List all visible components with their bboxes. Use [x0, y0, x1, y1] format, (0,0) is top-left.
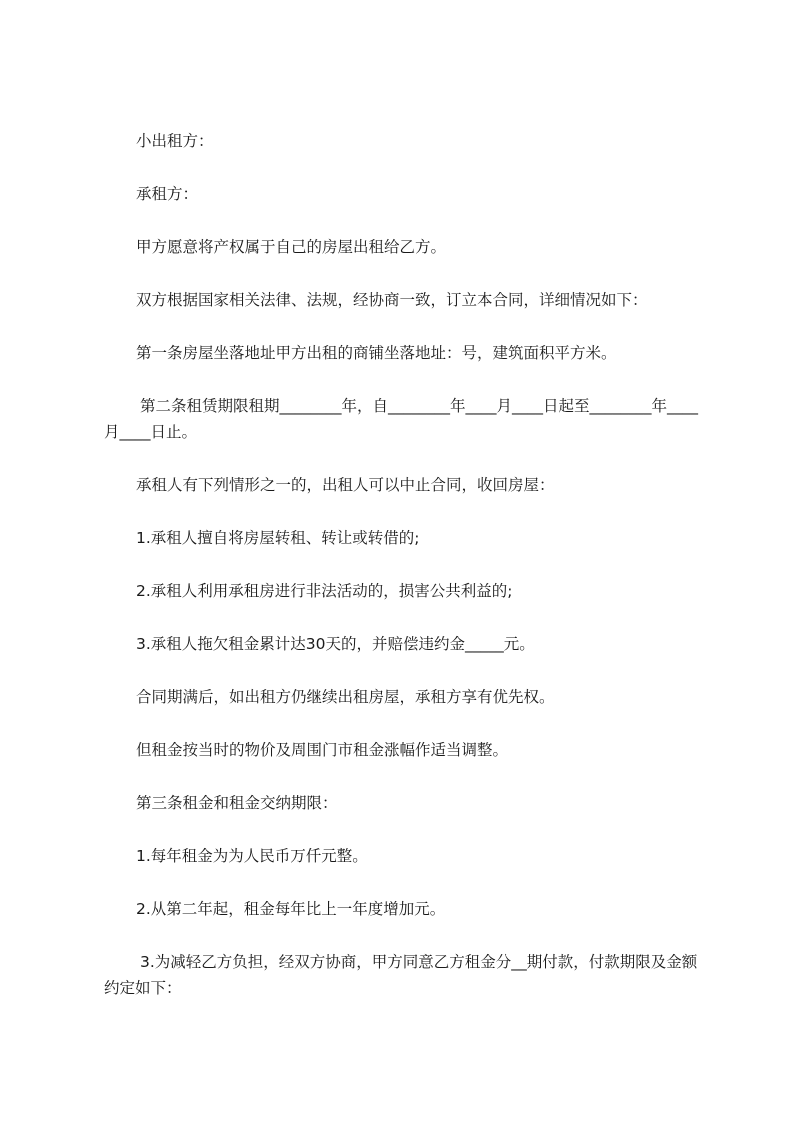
- document-body: [104, 128, 704, 1028]
- paragraph-rent-adjustment: 但租金按当时的物价及周围门市租金涨幅作适当调整。: [136, 741, 509, 759]
- paragraph-lessee: 承租方：: [136, 185, 199, 203]
- paragraph-lessor: 小出租方：: [136, 132, 214, 150]
- paragraph-renewal-priority: 合同期满后，如出租方仍继续出租房屋，承租方享有优先权。: [136, 688, 555, 706]
- paragraph-agreement: 双方根据国家相关法律、法规，经协商一致，订立本合同，详细情况如下：: [136, 291, 648, 309]
- paragraph-rent-2: 2.从第二年起，租金每年比上一年度增加元。: [136, 900, 446, 918]
- paragraph-article-1: 第一条房屋坐落地址甲方出租的商铺坐落地址：号，建筑面积平方米。: [136, 344, 617, 362]
- paragraph-article-3: 第三条租金和租金交纳期限：: [136, 794, 338, 812]
- paragraph-condition-1: 1.承租人擅自将房屋转租、转让或转借的;: [136, 529, 420, 547]
- paragraph-condition-2: 2.承租人利用承租房进行非法活动的，损害公共利益的;: [136, 582, 513, 600]
- paragraph-termination-conditions: 承租人有下列情形之一的，出租人可以中止合同，收回房屋：: [136, 476, 555, 494]
- paragraph-intent: 甲方愿意将产权属于自己的房屋出租给乙方。: [136, 238, 447, 256]
- paragraph-article-2: 第二条租赁期限租期________年，自________年____月____日起至________年____月____日止。: [104, 397, 699, 441]
- paragraph-rent-3: 3.为减轻乙方负担，经双方协商，甲方同意乙方租金分__期付款，付款期限及金额约定如下：: [104, 953, 698, 997]
- paragraph-rent-1: 1.每年租金为为人民币万仟元整。: [136, 847, 368, 865]
- paragraph-condition-3: 3.承租人拖欠租金累计达30天的，并赔偿违约金_____元。: [136, 635, 535, 653]
